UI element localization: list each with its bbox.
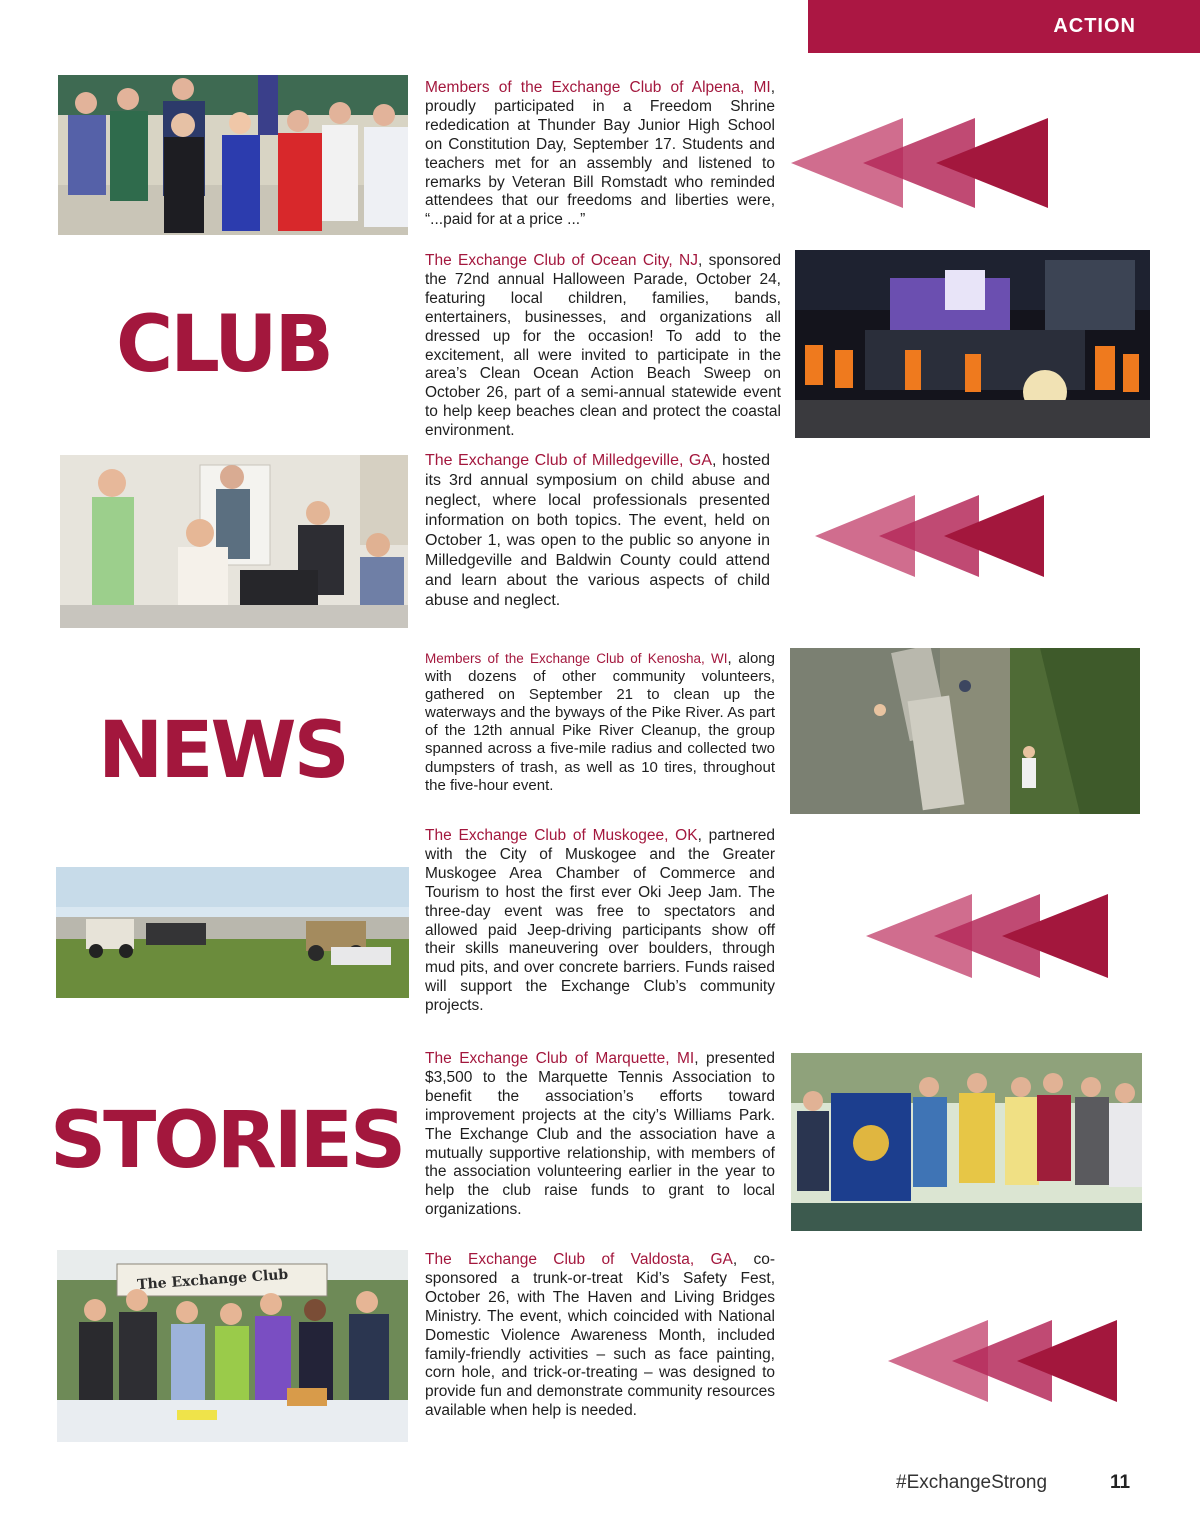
photo-jeep-jam [56, 867, 409, 998]
story-valdosta [425, 1251, 775, 1421]
story-alpena [425, 79, 775, 230]
title-word-club: CLUB [116, 300, 331, 390]
section-label: ACTION [1053, 15, 1136, 37]
triple-arrow-left-icon [866, 894, 1108, 978]
photo-tennis-donation [791, 1053, 1142, 1231]
story-lead: The Exchange Club of Marquette, MI [425, 1050, 695, 1067]
story-body: , hosted its 3rd annual symposium on child abuse and neglect, where local professionals presented information on both topics. The event, held on October 1, was open to the public so anyone in Milledgeville and Baldwin County could attend and learn about the various aspects of child abuse and neglect. [425, 452, 770, 609]
triple-arrow-left-icon [791, 118, 1048, 208]
story-muskogee [425, 827, 775, 1016]
story-body: , presented $3,500 to the Marquette Tennis Association to benefit the association’s efforts toward improvement projects at the city’s Williams Park. The Exchange Club and the association have a mutually supportive relationship, with members of the association volunteering earlier in the year to help the club raise funds to grant to local organizations. [425, 1050, 775, 1219]
footer-hashtag: #ExchangeStrong [896, 1472, 1048, 1493]
story-body: , partnered with the City of Muskogee and the Greater Muskogee Area Chamber of Commerce and Tourism to host the first ever Oki Jeep Jam. The three-day event was free to spectators and allowed paid Jeep-driving participants show off their skills maneuvering over boulders, through mud pits, and over concrete barriers. Funds raised will support the Exchange Club’s community projects. [425, 827, 775, 1015]
photo-halloween-parade [795, 250, 1150, 438]
triple-arrow-left-icon [815, 495, 1044, 577]
story-body: , proudly participated in a Freedom Shrine rededication at Thunder Bay Junior High School on Constitution Day, September 17. Students and teachers met for an assembly and listened to remarks by Veteran Bill Romstadt who reminded attendees that our freedoms and liberties were, “...paid for at a price ...” [425, 79, 775, 229]
photo-safety-fest [57, 1250, 408, 1442]
story-lead: Members of the Exchange Club of Kenosha, WI [425, 651, 728, 666]
title-word-stories: STORIES [50, 1096, 404, 1186]
story-marquette [425, 1050, 775, 1220]
story-ocean-city [425, 252, 781, 441]
triple-arrow-left-icon [888, 1320, 1117, 1402]
story-lead: The Exchange Club of Ocean City, NJ [425, 252, 698, 269]
story-body: , along with dozens of other community volunteers, gathered on September 21 to clean up the waterways and the byways of the Pike River. As part of the 12th annual Pike River Cleanup, the group spanned across a five-mile radius and collected two dumpsters of trash, as well as 10 tires, throughout the five-hour event. [425, 650, 775, 794]
page-number: 11 [1110, 1472, 1131, 1493]
photo-river-cleanup [790, 648, 1140, 814]
story-body: , sponsored the 72nd annual Halloween Parade, October 24, featuring local children, families, bands, entertainers, businesses, and organizations all dressed up for the occasion! To add to the excitement, all were invited to participate in the area’s Clean Ocean Action Beach Sweep on October 26, part of a semi-annual statewide event to help keep beaches clean and protect the coastal environment. [425, 252, 781, 440]
story-lead: Members of the Exchange Club of Alpena, MI [425, 79, 771, 96]
title-word-news: NEWS [98, 706, 347, 796]
story-lead: The Exchange Club of Valdosta, GA [425, 1251, 733, 1268]
photo-alpena-group [58, 75, 408, 235]
story-body: , co-sponsored a trunk-or-treat Kid’s Safety Fest, October 26, with The Haven and Living Bridges Ministry. The event, which coincided with National Domestic Violence Awareness Month, included family-friendly activities – such as face painting, corn hole, and trick-or-treating – was designed to provide fun and demonstrate community resources available when help is needed. [425, 1251, 775, 1420]
story-milledgeville [425, 451, 770, 611]
section-tab [808, 0, 1200, 53]
story-kenosha [425, 650, 775, 795]
story-lead: The Exchange Club of Muskogee, OK [425, 827, 698, 844]
photo-symposium [60, 455, 408, 628]
story-lead: The Exchange Club of Milledgeville, GA [425, 452, 713, 469]
photo-banner-text: The Exchange Club [136, 1266, 289, 1294]
